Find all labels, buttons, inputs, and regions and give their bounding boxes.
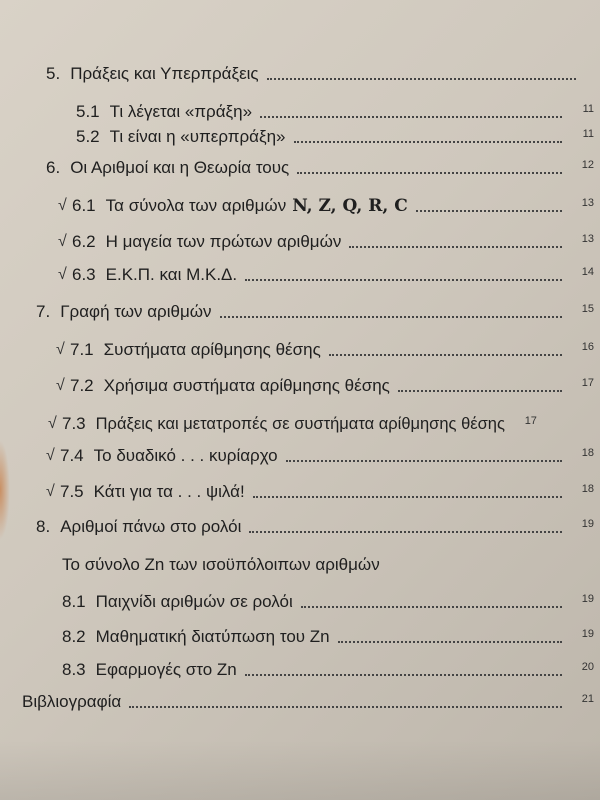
finger-shadow <box>0 440 10 540</box>
entry-number: 6.2 <box>72 232 96 251</box>
entry-title: Τι είναι η «υπερπράξη» <box>109 127 286 146</box>
entry-number: 7.4 <box>60 446 84 465</box>
entry-title: Το δυαδικό . . . κυρίαρχο <box>93 446 278 465</box>
toc-subtitle <box>62 555 594 575</box>
entry-number: 8.3 <box>62 660 86 679</box>
check-mark: √ <box>56 377 65 394</box>
entry-number: 8. <box>36 517 51 536</box>
entry-title: Συστήματα αρίθμησης θέσης <box>103 340 321 359</box>
dot-leader <box>129 705 562 708</box>
dot-leader <box>245 278 562 281</box>
check-mark: √ <box>58 266 67 283</box>
entry-title: Η μαγεία των πρώτων αριθμών <box>105 232 342 251</box>
entry-title: Οι Αριθμοί και η Θεωρία τους <box>70 158 290 177</box>
check-mark: √ <box>58 233 67 250</box>
entry-title: Ε.Κ.Π. και Μ.Κ.Δ. <box>105 265 238 284</box>
page-number: 19 <box>581 518 594 530</box>
page-shade <box>0 740 600 800</box>
entry-title: Αριθμοί πάνω στο ρολόι <box>60 517 242 536</box>
dot-leader <box>398 389 562 392</box>
dot-leader <box>349 245 562 248</box>
check-mark: √ <box>46 447 55 464</box>
page-number: 14 <box>581 266 594 278</box>
check-mark: √ <box>46 483 55 500</box>
entry-number: 7.5 <box>60 482 84 501</box>
toc-entry <box>36 517 594 537</box>
entry-title: Κάτι για τα . . . ψιλά! <box>93 482 245 501</box>
entry-number: 6. <box>46 158 61 177</box>
check-mark: √ <box>56 341 65 358</box>
dot-leader <box>301 605 562 608</box>
toc-entry <box>56 340 594 360</box>
page-number: 15 <box>581 303 594 315</box>
toc-entry <box>58 265 594 285</box>
page-number: 11 <box>582 103 594 115</box>
toc-entry <box>46 446 594 466</box>
page-number: 17 <box>581 377 594 389</box>
entry-title: Χρήσιμα συστήματα αρίθμησης θέσης <box>103 376 390 395</box>
entry-title: Πράξεις και μετατροπές σε συστήματα αρίθμησης θέσης <box>95 415 505 433</box>
toc-entry <box>58 196 594 216</box>
page-number: 18 <box>581 447 594 459</box>
check-mark: √ <box>58 197 67 214</box>
entry-number: 7.1 <box>70 340 94 359</box>
dot-leader <box>338 640 562 643</box>
dot-leader <box>297 171 562 174</box>
dot-leader <box>260 115 562 118</box>
entry-title: Γραφή των αριθμών <box>60 302 212 321</box>
check-mark: √ <box>48 415 57 432</box>
page-number: 19 <box>581 628 594 640</box>
entry-number: 8.1 <box>62 592 86 611</box>
page-number: 16 <box>581 341 594 353</box>
dot-leader <box>253 495 562 498</box>
entry-title: Βιβλιογραφία <box>22 692 122 711</box>
page-number: 20 <box>581 661 594 673</box>
dot-leader <box>416 209 562 212</box>
page-number: 13 <box>581 233 594 245</box>
toc-entry <box>62 627 594 647</box>
entry-title: Πράξεις και Υπερπράξεις <box>70 64 259 83</box>
toc-entry <box>56 376 594 396</box>
dot-leader <box>267 77 576 80</box>
toc-entry <box>46 482 594 502</box>
dot-leader <box>249 530 562 533</box>
toc-entry <box>46 64 582 84</box>
entry-number: 6.3 <box>72 265 96 284</box>
toc-entry <box>22 692 594 712</box>
entry-title: Εφαρμογές στο Zn <box>95 660 237 679</box>
entry-number: 5.2 <box>76 127 100 146</box>
dot-leader <box>286 459 562 462</box>
dot-leader <box>329 353 562 356</box>
entry-number: 6.1 <box>72 196 96 215</box>
entry-number: 5.1 <box>76 102 100 121</box>
page-number: 19 <box>581 593 594 605</box>
toc-entry <box>62 592 594 612</box>
entry-title: Παιχνίδι αριθμών σε ρολόι <box>95 592 293 611</box>
entry-title: Τι λέγεται «πράξη» <box>109 102 253 121</box>
toc-entry <box>48 414 598 434</box>
dot-leader <box>245 673 562 676</box>
dot-leader <box>294 140 563 143</box>
page-number: 11 <box>582 128 594 140</box>
entry-title: Μαθηματική διατύπωση του Zn <box>95 627 330 646</box>
page-number: 18 <box>581 483 594 495</box>
entry-number: 8.2 <box>62 627 86 646</box>
entry-title: Το σύνολο Zn των ισοϋπόλοιπων αριθμών <box>62 555 380 574</box>
toc-entry <box>62 660 594 680</box>
entry-number: 7.2 <box>70 376 94 395</box>
page-number: 17 <box>524 415 537 427</box>
number-set-symbols: N, Z, Q, R, C <box>292 196 408 216</box>
entry-title: Τα σύνολα των αριθμών <box>105 196 287 215</box>
entry-number: 7. <box>36 302 51 321</box>
dot-leader <box>220 315 562 318</box>
entry-number: 7.3 <box>62 414 86 433</box>
toc-entry <box>46 158 594 178</box>
page-number: 13 <box>581 197 594 209</box>
toc-entry <box>36 302 594 322</box>
toc-entry <box>76 127 594 147</box>
page-number: 21 <box>581 693 594 705</box>
entry-number: 5. <box>46 64 61 83</box>
toc-entry <box>76 102 594 122</box>
toc-entry <box>58 232 594 252</box>
page-number: 12 <box>581 159 594 171</box>
